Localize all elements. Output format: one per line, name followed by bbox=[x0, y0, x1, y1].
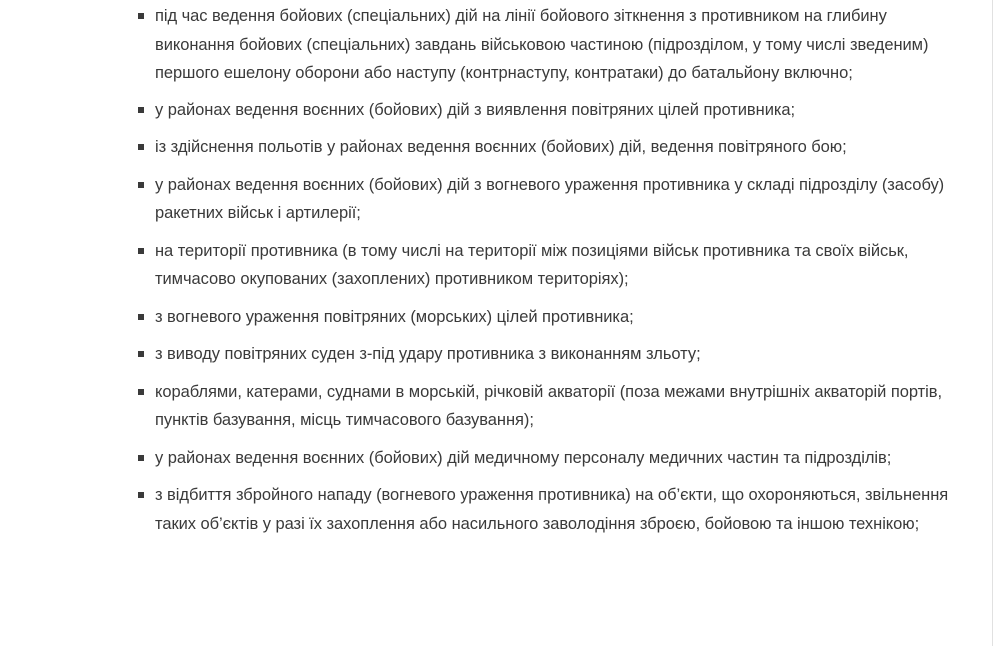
bullet-list bbox=[155, 2, 963, 547]
list-item-text: у районах ведення воєнних (бойових) дій медичному персоналу медичних частин та підрозділів; bbox=[155, 448, 892, 467]
list-item-text: з відбиття збройного нападу (вогневого ураження противника) на об’єкти, що охороняються, звільнення таких об’єктів у разі їх захоплення або насильного заволодіння зброєю, бойовою та іншою технікою; bbox=[155, 486, 949, 533]
square-bullet-icon bbox=[138, 389, 144, 395]
list-item bbox=[155, 96, 963, 125]
list-item bbox=[155, 303, 963, 332]
list-item-text: у районах ведення воєнних (бойових) дій з вогневого ураження противника у складі підрозділу (засобу) ракетних військ і артилерії; bbox=[155, 175, 945, 222]
list-item-text: під час ведення бойових (спеціальних) дій на лінії бойового зіткнення з противником на глибину виконання бойових (спеціальних) завдань військовою частиною (підрозділом, у тому числі зведеним) першого ешелону оборони або наступу (контрнаступу, контратаки) до батальйону включно; bbox=[155, 7, 929, 82]
list-item bbox=[155, 237, 963, 294]
list-item-text: із здійснення польотів у районах ведення воєнних (бойових) дій, ведення повітряного бою; bbox=[155, 138, 847, 156]
list-item bbox=[155, 171, 963, 228]
list-item bbox=[155, 481, 963, 538]
list-item bbox=[155, 444, 963, 473]
square-bullet-icon bbox=[138, 314, 144, 320]
square-bullet-icon bbox=[138, 107, 144, 113]
square-bullet-icon bbox=[138, 248, 144, 254]
page-right-border bbox=[992, 0, 1000, 646]
square-bullet-icon bbox=[138, 351, 144, 357]
list-item bbox=[155, 378, 963, 435]
list-item-text: на території противника (в тому числі на території між позиціями військ противника та своїх військ, тимчасово окупованих (захоплених) противником територіях); bbox=[155, 241, 909, 288]
list-item-text: з виводу повітряних суден з-під удару противника з виконанням зльоту; bbox=[155, 345, 701, 363]
list-item bbox=[155, 340, 963, 369]
square-bullet-icon bbox=[138, 13, 144, 19]
square-bullet-icon bbox=[138, 492, 144, 498]
list-item-text: у районах ведення воєнних (бойових) дій з виявлення повітряних цілей противника; bbox=[155, 100, 796, 119]
square-bullet-icon bbox=[138, 144, 144, 150]
list-item-text: з вогневого ураження повітряних (морських) цілей противника; bbox=[155, 307, 634, 326]
square-bullet-icon bbox=[138, 455, 144, 461]
list-item bbox=[155, 2, 963, 88]
list-item-text: кораблями, катерами, суднами в морській, річковій акваторії (поза межами внутрішніх акваторій портів, пунктів базування, місць тимчасового базування); bbox=[155, 382, 942, 429]
list-item bbox=[155, 133, 963, 162]
square-bullet-icon bbox=[138, 182, 144, 188]
